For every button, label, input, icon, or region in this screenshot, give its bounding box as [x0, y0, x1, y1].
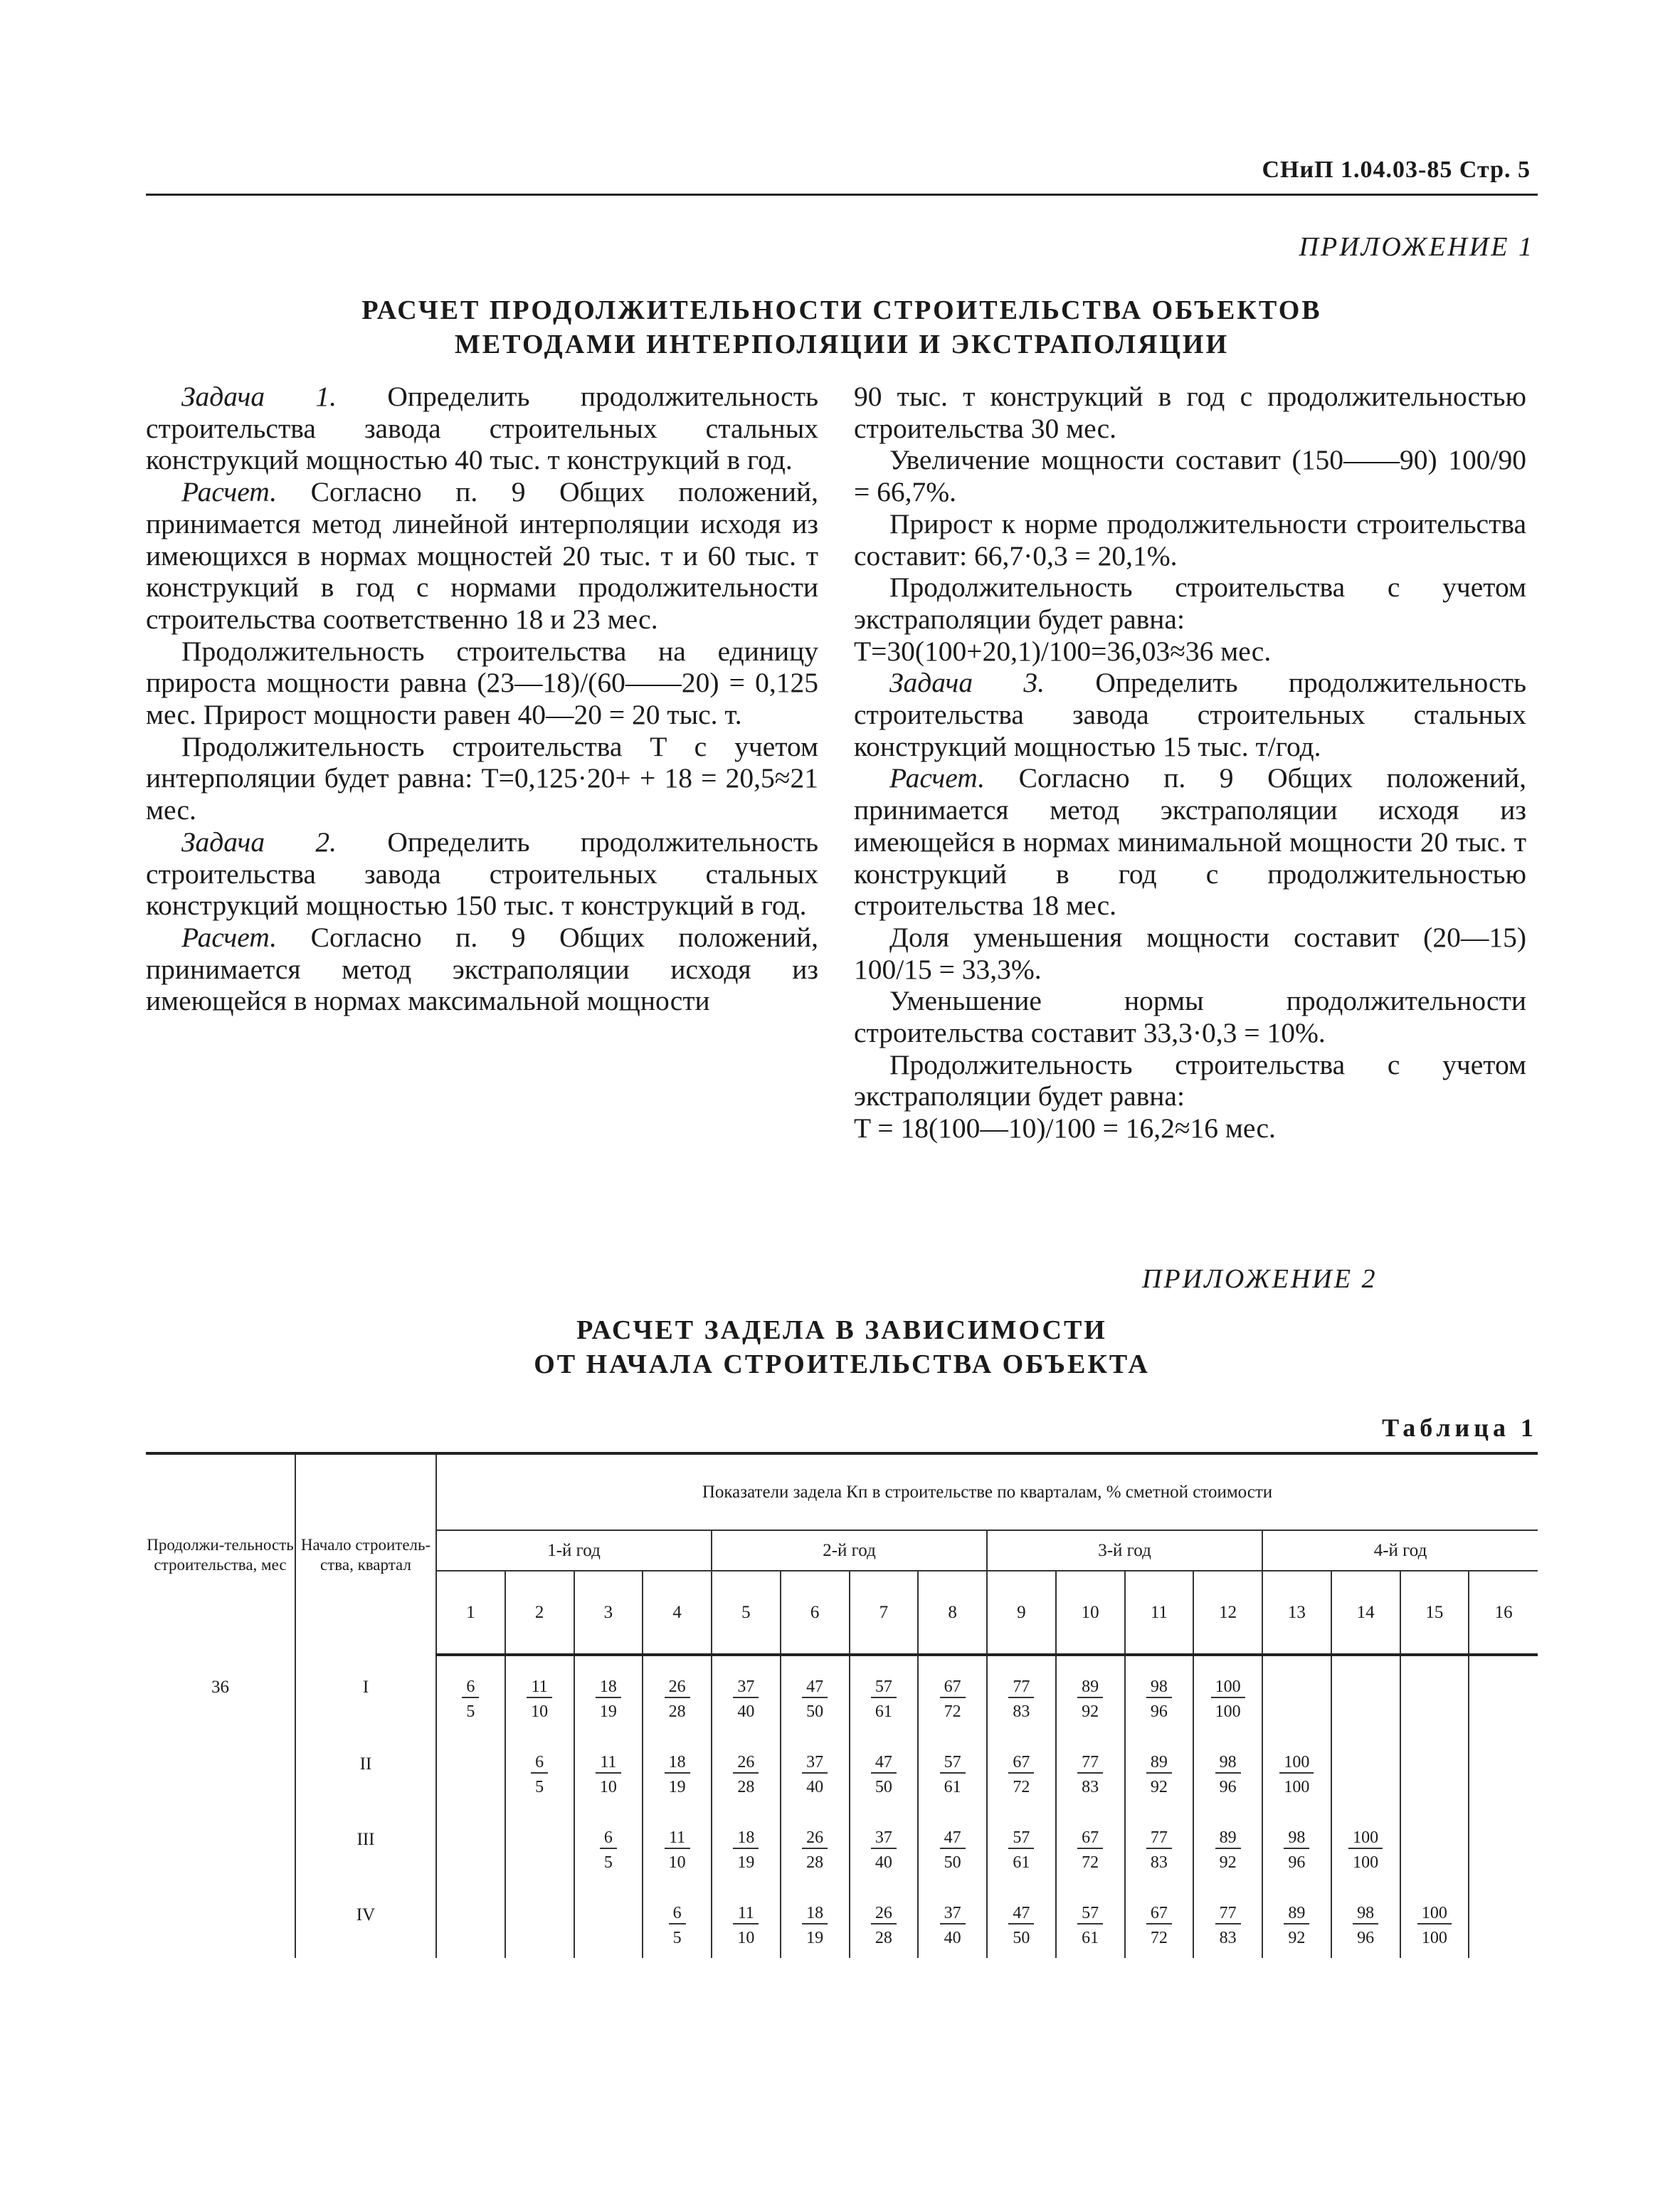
value-cell	[712, 1883, 781, 1958]
start-quarter-cell: III	[295, 1807, 436, 1883]
header-quarter: 16	[1469, 1571, 1538, 1655]
fraction-value: $\frac{89}{92}$	[1215, 1828, 1241, 1873]
fraction-value: $\frac{6}{5}$	[462, 1678, 479, 1722]
appendix-1-label: ПРИЛОЖЕНИЕ 1	[1299, 232, 1534, 262]
fraction-value: $\frac{67}{72}$	[1146, 1904, 1172, 1948]
fraction-value: $\frac{11}{10}$	[596, 1753, 621, 1797]
fraction-value: $\frac{57}{61}$	[940, 1753, 966, 1797]
header-quarter: 10	[1056, 1571, 1125, 1655]
fraction-value: $\frac{26}{28}$	[665, 1678, 690, 1722]
calc-3-paragraph	[854, 762, 1526, 922]
text-column-right	[854, 381, 1526, 1144]
value-cell	[1469, 1883, 1538, 1958]
value-cell	[643, 1807, 712, 1883]
fraction-value: $\frac{89}{92}$	[1146, 1753, 1172, 1797]
fraction-value: $\frac{77}{83}$	[1215, 1904, 1241, 1948]
header-rule	[146, 194, 1538, 196]
fraction-value: $\frac{37}{40}$	[940, 1904, 966, 1948]
task-1-text: Определить продолжительность строительства завода строительных стальных конструкций мощностью 40 тыс. т конструкций в год.	[146, 381, 818, 476]
value-cell	[987, 1732, 1056, 1807]
value-cell	[781, 1807, 850, 1883]
table-row	[146, 1883, 1538, 1958]
fraction-value: $\frac{37}{40}$	[871, 1828, 897, 1873]
header-quarter: 3	[574, 1571, 643, 1655]
fraction-value: $\frac{77}{83}$	[1077, 1753, 1103, 1797]
value-cell	[574, 1883, 643, 1958]
calc-2-result-paragraph: Продолжительность строительства с учетом экстраполяции будет равна:	[854, 572, 1526, 635]
value-cell	[574, 1807, 643, 1883]
header-year: 3-й год	[987, 1530, 1262, 1571]
calc-3-label: Расчет.	[889, 762, 986, 794]
header-quarter: 11	[1125, 1571, 1194, 1655]
value-cell	[436, 1655, 505, 1732]
header-quarter: 6	[781, 1571, 850, 1655]
calc-1-label: Расчет.	[181, 476, 278, 508]
appendix-1-title-line1: РАСЧЕТ ПРОДОЛЖИТЕЛЬНОСТИ СТРОИТЕЛЬСТВА ОБЪЕКТОВ	[361, 295, 1322, 325]
value-cell	[1331, 1732, 1400, 1807]
value-cell	[781, 1883, 850, 1958]
value-cell	[918, 1883, 987, 1958]
table-row	[146, 1655, 1538, 1732]
fraction-value: $\frac{67}{72}$	[940, 1678, 966, 1722]
value-cell	[1400, 1883, 1469, 1958]
value-cell	[1331, 1655, 1400, 1732]
value-cell	[1262, 1655, 1331, 1732]
fraction-value: $\frac{67}{72}$	[1077, 1828, 1103, 1873]
header-quarter: 5	[712, 1571, 781, 1655]
task-3-text: Определить продолжительность строительства завода строительных стальных конструкций мощностью 15 тыс. т/год.	[854, 667, 1526, 762]
header-year: 1-й год	[436, 1530, 712, 1571]
fraction-value: $\frac{18}{19}$	[665, 1753, 690, 1797]
task-2-label: Задача 2.	[181, 826, 337, 858]
appendix-2-title	[146, 1313, 1538, 1381]
fraction-value: $\frac{100}{100}$	[1279, 1753, 1314, 1797]
value-cell	[643, 1883, 712, 1958]
value-cell	[1056, 1732, 1125, 1807]
fraction-value: $\frac{26}{28}$	[871, 1904, 897, 1948]
value-cell	[1262, 1732, 1331, 1807]
duration-cell: 36	[211, 1678, 229, 1697]
value-cell	[918, 1655, 987, 1732]
calc-1-increment-paragraph: Продолжительность строительства на единицу прироста мощности равна (23—18)/(60——20) = 0,125 мес. Прирост мощности равен 40—20 = 20 тыс. т.	[146, 635, 818, 731]
value-cell	[1331, 1807, 1400, 1883]
fraction-value: $\frac{77}{83}$	[1146, 1828, 1172, 1873]
task-2-paragraph	[146, 826, 818, 922]
table-row	[146, 1732, 1538, 1807]
value-cell	[1125, 1732, 1194, 1807]
header-duration: Продолжи-тельность строительства, мес	[146, 1453, 295, 1655]
fraction-value: $\frac{11}{10}$	[527, 1678, 552, 1722]
header-quarter: 1	[436, 1571, 505, 1655]
header-quarter: 15	[1400, 1571, 1469, 1655]
value-cell	[987, 1655, 1056, 1732]
value-cell	[1400, 1807, 1469, 1883]
value-cell	[918, 1807, 987, 1883]
header-quarter: 2	[505, 1571, 574, 1655]
page-header: СНиП 1.04.03-85 Стр. 5	[1262, 157, 1531, 183]
duration-cell	[146, 1883, 295, 1958]
value-cell	[850, 1807, 919, 1883]
appendix-2-label: ПРИЛОЖЕНИЕ 2	[1142, 1264, 1378, 1294]
fraction-value: $\frac{98}{96}$	[1215, 1753, 1241, 1797]
value-cell	[1193, 1655, 1262, 1732]
fraction-value: $\frac{47}{50}$	[1008, 1904, 1034, 1948]
value-cell	[918, 1732, 987, 1807]
value-cell	[1125, 1655, 1194, 1732]
calc-2-paragraph	[146, 922, 818, 1017]
appendix-2-title-line2: ОТ НАЧАЛА СТРОИТЕЛЬСТВА ОБЪЕКТА	[534, 1349, 1150, 1379]
duration-cell	[146, 1807, 295, 1883]
fraction-value: $\frac{100}{100}$	[1211, 1678, 1245, 1722]
value-cell	[1262, 1883, 1331, 1958]
value-cell	[1193, 1732, 1262, 1807]
value-cell	[1331, 1883, 1400, 1958]
fraction-value: $\frac{47}{50}$	[802, 1678, 828, 1722]
calc-2-increase-paragraph: Увеличение мощности составит (150——90) 100/90 = 66,7%.	[854, 444, 1526, 508]
value-cell	[1193, 1883, 1262, 1958]
fraction-value: $\frac{37}{40}$	[733, 1678, 759, 1722]
fraction-value: $\frac{11}{10}$	[733, 1904, 759, 1948]
start-quarter-cell: I	[295, 1655, 436, 1732]
fraction-value: $\frac{18}{19}$	[596, 1678, 621, 1722]
header-year: 2-й год	[712, 1530, 987, 1571]
appendix-1-title-line2: МЕТОДАМИ ИНТЕРПОЛЯЦИИ И ЭКСТРАПОЛЯЦИИ	[454, 330, 1230, 359]
start-quarter-cell: IV	[295, 1883, 436, 1958]
value-cell	[1400, 1732, 1469, 1807]
table-label: Таблица 1	[1382, 1413, 1538, 1442]
calc-2-continued-paragraph: 90 тыс. т конструкций в год с продолжительностью строительства 30 мес.	[854, 381, 1526, 444]
table-1	[146, 1452, 1538, 1958]
header-quarter: 9	[987, 1571, 1056, 1655]
header-start-quarter: Начало строитель-ства, квартал	[295, 1453, 436, 1655]
task-1-label: Задача 1.	[181, 381, 337, 412]
value-cell	[505, 1732, 574, 1807]
header-quarter: 4	[643, 1571, 712, 1655]
header-year: 4-й год	[1262, 1530, 1538, 1571]
fraction-value: $\frac{6}{5}$	[600, 1828, 617, 1873]
header-quarter: 12	[1193, 1571, 1262, 1655]
value-cell	[712, 1655, 781, 1732]
value-cell	[987, 1883, 1056, 1958]
calc-2-increment-paragraph: Прирост к норме продолжительности строительства составит: 66,7·0,3 = 20,1%.	[854, 507, 1526, 572]
header-quarter: 13	[1262, 1571, 1331, 1655]
task-1-paragraph	[146, 381, 818, 476]
appendix-1-title	[146, 293, 1538, 362]
fraction-value: $\frac{26}{28}$	[802, 1828, 828, 1873]
duration-cell	[146, 1732, 295, 1807]
calc-3-share-paragraph: Доля уменьшения мощности составит (20—15) 100/15 = 33,3%.	[854, 921, 1526, 985]
value-cell	[436, 1807, 505, 1883]
value-cell	[436, 1883, 505, 1958]
calc-3-formula: T = 18(100—10)/100 = 16,2≈16 мес.	[854, 1112, 1276, 1144]
appendix-2-title-line1: РАСЧЕТ ЗАДЕЛА В ЗАВИСИМОСТИ	[576, 1315, 1107, 1345]
calc-2-text: Согласно п. 9 Общих положений, принимается метод экстраполяции исходя из имеющейся в нормах максимальной мощности	[146, 921, 818, 1017]
table-row	[146, 1807, 1538, 1883]
value-cell	[850, 1655, 919, 1732]
value-cell	[1400, 1655, 1469, 1732]
value-cell	[781, 1732, 850, 1807]
fraction-value: $\frac{6}{5}$	[531, 1753, 548, 1797]
calc-2-formula: T=30(100+20,1)/100=36,03≈36 мес.	[854, 635, 1272, 667]
fraction-value: $\frac{37}{40}$	[802, 1753, 828, 1797]
header-quarter: 8	[918, 1571, 987, 1655]
fraction-value: $\frac{57}{61}$	[1008, 1828, 1034, 1873]
value-cell	[505, 1807, 574, 1883]
header-group: Показатели задела Кп в строительстве по кварталам, % сметной стоимости	[436, 1453, 1538, 1530]
fraction-value: $\frac{100}{100}$	[1348, 1828, 1383, 1873]
calc-1-text: Согласно п. 9 Общих положений, принимается метод линейной интерполяции исходя из имеющихся в нормах мощностей 20 тыс. т и 60 тыс. т конструкций в год с нормами продолжительности строительства соответственно 18 и 23 мес.	[146, 476, 818, 635]
fraction-value: $\frac{57}{61}$	[871, 1678, 897, 1722]
value-cell	[643, 1732, 712, 1807]
task-3-paragraph	[854, 667, 1526, 762]
calc-3-result-paragraph: Продолжительность строительства с учетом экстраполяции будет равна:	[854, 1048, 1526, 1112]
calc-3-decrease-paragraph: Уменьшение нормы продолжительности строительства составит 33,3·0,3 = 10%.	[854, 985, 1526, 1049]
value-cell	[1125, 1883, 1194, 1958]
fraction-value: $\frac{89}{92}$	[1284, 1904, 1309, 1948]
value-cell	[1056, 1883, 1125, 1958]
value-cell	[850, 1883, 919, 1958]
start-quarter-cell: II	[295, 1732, 436, 1807]
value-cell	[505, 1883, 574, 1958]
value-cell	[574, 1732, 643, 1807]
fraction-value: $\frac{47}{50}$	[871, 1753, 897, 1797]
fraction-value: $\frac{26}{28}$	[733, 1753, 759, 1797]
value-cell	[436, 1732, 505, 1807]
fraction-value: $\frac{100}{100}$	[1417, 1904, 1452, 1948]
value-cell	[643, 1655, 712, 1732]
fraction-value: $\frac{98}{96}$	[1146, 1678, 1172, 1722]
fraction-value: $\frac{98}{96}$	[1284, 1828, 1309, 1873]
header-quarter: 14	[1331, 1571, 1400, 1655]
value-cell	[1469, 1732, 1538, 1807]
value-cell	[1056, 1807, 1125, 1883]
value-cell	[850, 1732, 919, 1807]
calc-1-result-paragraph: Продолжительность строительства T с учетом интерполяции будет равна: T=0,125·20+ + 18 = 20,5≈21 мес.	[146, 730, 818, 826]
fraction-value: $\frac{77}{83}$	[1008, 1678, 1034, 1722]
task-3-label: Задача 3.	[889, 667, 1045, 699]
value-cell	[505, 1655, 574, 1732]
fraction-value: $\frac{47}{50}$	[940, 1828, 966, 1873]
fraction-value: $\frac{6}{5}$	[669, 1904, 686, 1948]
value-cell	[1262, 1807, 1331, 1883]
value-cell	[1125, 1807, 1194, 1883]
value-cell	[574, 1655, 643, 1732]
text-column-left	[146, 381, 818, 1017]
value-cell	[1056, 1655, 1125, 1732]
calc-2-label: Расчет.	[181, 921, 278, 953]
task-2-text: Определить продолжительность строительства завода строительных стальных конструкций мощностью 150 тыс. т конструкций в год.	[146, 826, 818, 922]
value-cell	[1469, 1655, 1538, 1732]
header-quarter: 7	[850, 1571, 919, 1655]
fraction-value: $\frac{11}{10}$	[665, 1828, 690, 1873]
calc-1-paragraph	[146, 476, 818, 636]
value-cell	[987, 1807, 1056, 1883]
fraction-value: $\frac{18}{19}$	[802, 1904, 828, 1948]
value-cell	[781, 1655, 850, 1732]
fraction-value: $\frac{98}{96}$	[1353, 1904, 1378, 1948]
fraction-value: $\frac{57}{61}$	[1077, 1904, 1103, 1948]
fraction-value: $\frac{67}{72}$	[1008, 1753, 1034, 1797]
value-cell	[712, 1732, 781, 1807]
fraction-value: $\frac{18}{19}$	[733, 1828, 759, 1873]
value-cell	[712, 1807, 781, 1883]
calc-3-text: Согласно п. 9 Общих положений, принимается метод экстраполяции исходя из имеющейся в нормах минимальной мощности 20 тыс. т конструкций в год с продолжительностью строительства 18 мес.	[854, 762, 1526, 922]
fraction-value: $\frac{89}{92}$	[1077, 1678, 1103, 1722]
value-cell	[1469, 1807, 1538, 1883]
value-cell	[1193, 1807, 1262, 1883]
